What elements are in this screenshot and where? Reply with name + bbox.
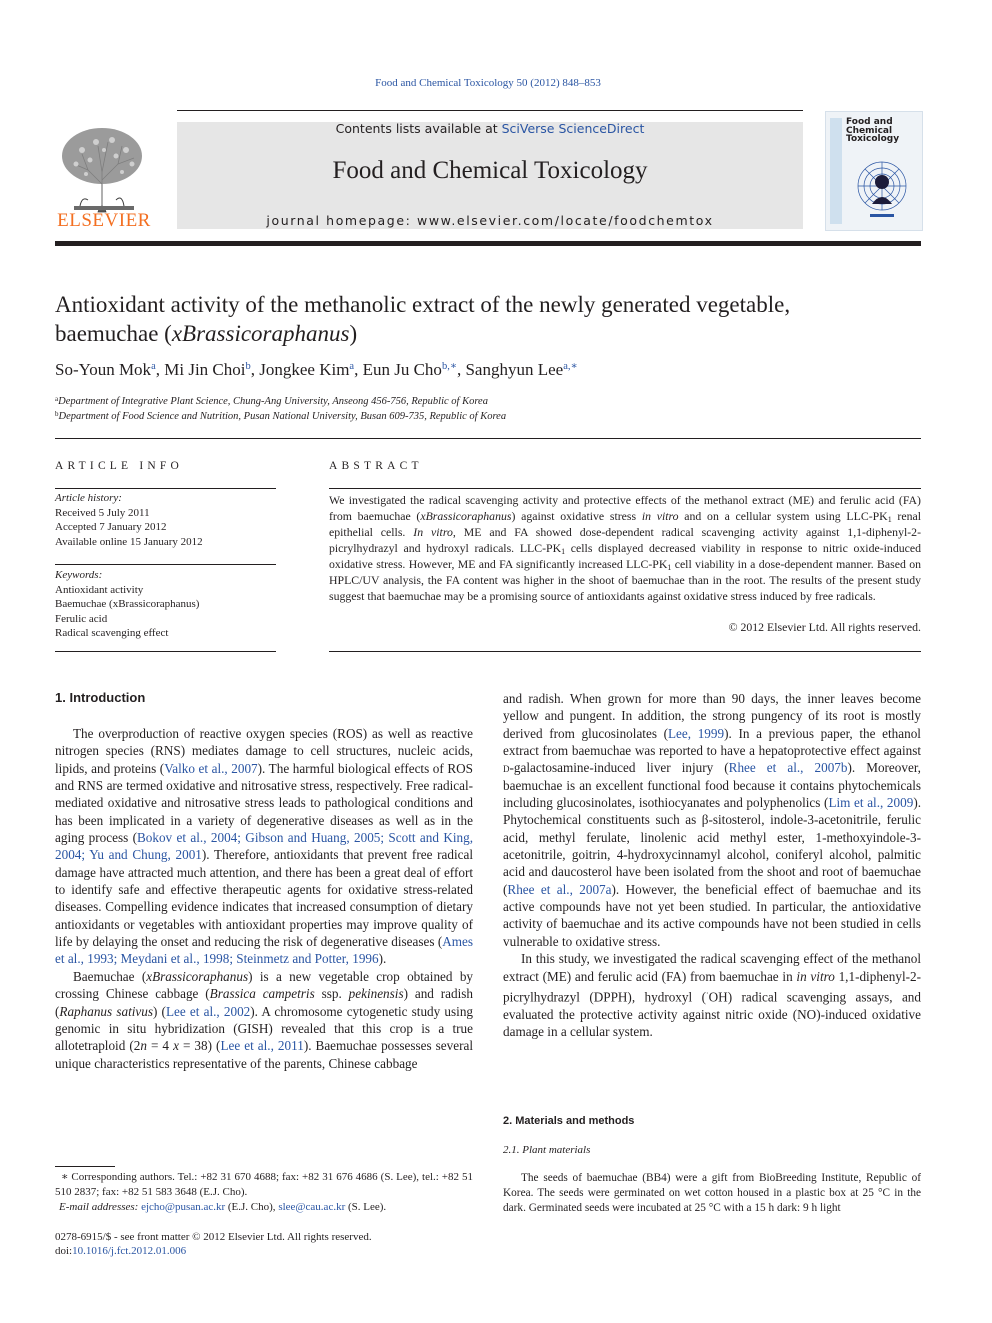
- article-info-rule: [55, 651, 276, 652]
- article-title: Antioxidant activity of the methanolic extract of the newly generated vegetable, baemuchae (xBrassicoraphanus): [55, 292, 791, 346]
- introduction-heading: 1. Introduction: [55, 690, 146, 705]
- citation-link[interactable]: Bokov et al., 2004; Gibson and Huang, 2005; Scott and King, 2004; Yu and Chung, 2001: [55, 830, 473, 863]
- header-thick-rule: [55, 241, 921, 246]
- citation-link[interactable]: Lim et al., 2009: [828, 795, 914, 811]
- citation-link[interactable]: Lee et al., 2002: [165, 1003, 251, 1019]
- keyword: Radical scavenging effect: [55, 627, 169, 639]
- body-paragraph: and radish. When grown for more than 90 days, the inner leaves become yellow and pungent. In addition, the strong pungency of its root is mostly derived from glucosinolates (Lee, 1999). In a previous paper, the ethanol extract from baemuchae was reported to have a hepatoprotective effect against d-galactosamine-induced liver injury (Rhee et al., 2007b). Moreover, baemuchae is an excellent functional food because it contains phytochemicals including glucosinolates, isothiocyanates and polyphenolics (Lim et al., 2009). Phytochemical constituents such as β-sitosterol, indole-3-acetonitrile, ferulic acid, methyl ferulate, linolenic acid methyl ester, 1-methoxyindole-3-acetonitrile, goitrin, 4-hydroxycinnamyl alcohol, coniferyl alcohol, palmitic acid and daucosterol have been isolated from the shoot and root of baemuchae (Rhee et al., 2007a). However, the beneficial effect of baemuchae and its active compounds have not yet been studied. In particular, the antioxidative activity of baemuchae and its active compounds have not been studied in cells vulnerable to oxidative stress.: [503, 691, 922, 949]
- author-name[interactable]: Jongkee Kim: [259, 360, 350, 379]
- email-link[interactable]: slee@cau.ac.kr: [278, 1201, 346, 1213]
- footnote-rule: [55, 1166, 115, 1167]
- issn-line: 0278-6915/$ - see front matter © 2012 Elsevier Ltd. All rights reserved.: [55, 1231, 372, 1243]
- author-affiliation-marker[interactable]: a: [151, 361, 156, 372]
- affiliation-a: $^a$Department of Integrative Plant Science, Chung-Ang University, Anseong 456-756, Republic of Korea: [55, 395, 488, 407]
- article-info-heading: ARTICLE INFO: [55, 460, 183, 472]
- cover-side-band: [830, 118, 842, 224]
- author-affiliation-marker[interactable]: a: [349, 361, 355, 372]
- affiliation-b: $^b$Department of Food Science and Nutrition, Pusan National University, Busan 609-735, Republic of Korea: [55, 410, 507, 422]
- body-paragraph: The seeds of baemuchae (BB4) were a gift from BioBreeding Institute, Republic of Korea. The seeds were germinated on wet cotton housed in a plastic box at 25 °C in the dark. Germinated seeds were incubated at 25 °C with a 15 h dark: 9 h light: [503, 1172, 921, 1214]
- journal-homepage-link[interactable]: journal homepage: www.elsevier.com/locate/foodchemtox: [266, 213, 714, 228]
- journal-cover-thumbnail[interactable]: [825, 111, 923, 231]
- author-affiliation-marker[interactable]: a,∗: [563, 361, 578, 372]
- author-affiliation-marker[interactable]: b: [245, 361, 251, 372]
- doi-link[interactable]: 10.1016/j.fct.2012.01.006: [72, 1245, 187, 1257]
- elsevier-wordmark: ELSEVIER: [57, 210, 151, 231]
- abstract-rule: [329, 651, 921, 652]
- plant-materials-text: [503, 1171, 921, 1216]
- contents-line: [177, 121, 803, 136]
- author-name[interactable]: So-Youn Mok: [55, 360, 152, 379]
- methods-heading: 2. Materials and methods: [503, 1115, 635, 1127]
- abstract-rule: [329, 488, 921, 489]
- article-info-rule: [55, 488, 276, 489]
- author-name[interactable]: Sanghyun Lee: [465, 360, 564, 379]
- keywords-list: Keywords: Antioxidant activity Baemuchae (xBrassicoraphanus) Ferulic acid Radical scavenging effect: [55, 569, 200, 639]
- abstract-copyright: © 2012 Elsevier Ltd. All rights reserved.: [728, 620, 921, 634]
- cover-title: Food and Chemical Toxicology: [846, 117, 900, 144]
- citation-link[interactable]: Lee et al., 2011: [220, 1038, 304, 1054]
- plant-materials-heading: 2.1. Plant materials: [503, 1144, 591, 1156]
- journal-reference-link[interactable]: Food and Chemical Toxicology 50 (2012) 848–853: [375, 77, 601, 89]
- author-name[interactable]: Eun Ju Cho: [362, 360, 442, 379]
- body-paragraph: In this study, we investigated the radical scavenging effect of the methanol extract (ME) and ferulic acid (FA) from baemuchae in in vitro 1,1-diphenyl-2-picrylhydrazyl (DPPH), hydroxyl (·OH) radical scavenging assays, and evaluated the protective activity against nitric oxide (NO)-induced oxidative damage in a cellular system.: [503, 951, 921, 1039]
- cover-figure-icon: [846, 152, 918, 224]
- body-paragraph: The overproduction of reactive oxygen species (ROS) as well as reactive nitrogen species (RNS) mediates damage to cell structures, nucleic acids, lipids, and proteins (Valko et al., 2007). The harmful biological effects of ROS and RNS are termed oxidative and nitrosative stress, respectively. Free radical-mediated oxidative and nitrosative stress leads to pathological conditions and has been implicated in a variety of degenerative diseases as well as in the aging process (Bokov et al., 2004; Gibson and Huang, 2005; Scott and King, 2004; Yu and Chung, 2001). Therefore, antioxidants that prevent free radical damage have attracted much attention, and there has been a great deal of effort to identify safe and effective therapeutic agents for oxidative stress-related diseases. Compelling evidence indicates that increased consumption of dietary antioxidants or vegetables with antioxidant properties may improve quality of life by delaying the onset and reducing the risk of degenerative diseases (Ames et al., 1993; Meydani et al., 1998; Steinmetz and Potter, 1996).: [55, 726, 473, 967]
- article-history: Article history: Received 5 July 2011 Accepted 7 January 2012 Available online 15 January 2012: [55, 492, 203, 548]
- sciencedirect-link[interactable]: SciVerse ScienceDirect: [501, 121, 645, 136]
- journal-name: Food and Chemical Toxicology: [332, 157, 648, 184]
- elsevier-logo[interactable]: [52, 120, 156, 232]
- keyword: Ferulic acid: [55, 612, 108, 625]
- citation-link[interactable]: Rhee et al., 2007a: [507, 881, 612, 897]
- doi-line: doi:10.1016/j.fct.2012.01.006: [55, 1245, 187, 1257]
- keyword: Antioxidant activity: [55, 583, 144, 596]
- issn-doi-block: [55, 1230, 372, 1258]
- contents-prefix: Contents lists available at: [335, 121, 502, 136]
- abstract-heading: ABSTRACT: [329, 460, 423, 472]
- body-paragraph: Baemuchae (xBrassicoraphanus) is a new vegetable crop obtained by crossing Chinese cabbage (Brassica campetris ssp. pekinensis) and radish (Raphanus sativus) (Lee et al., 2002). A chromosome cytogenetic study using genomic in situ hybridization (GISH) revealed that this crop is a true allotetraploid (2n = 4 x = 38) (Lee et al., 2011). Baemuchae possesses several unique characteristics representative of the parents, Chinese cabbage: [55, 968, 474, 1071]
- title-block-rule: [55, 438, 921, 439]
- keyword: Baemuchae (xBrassicoraphanus): [55, 598, 200, 610]
- citation-link[interactable]: Rhee et al., 2007b: [728, 760, 848, 776]
- citation-link[interactable]: Ames et al., 1993; Meydani et al., 1998; Steinmetz and Potter, 1996: [55, 934, 473, 967]
- citation-link[interactable]: Lee, 1999: [668, 725, 725, 741]
- author-list: So-Youn Mok$^a$, Mi Jin Choi$^b$, Jongkee Kim$^a$, Eun Ju Cho$^{b,∗}$, Sanghyun Lee$^{a,∗}$: [55, 360, 578, 379]
- header-top-rule: [177, 110, 803, 111]
- author-affiliation-marker[interactable]: b,∗: [441, 361, 457, 372]
- body-column-left: [55, 725, 473, 1072]
- body-column-right: [503, 690, 921, 1040]
- email-link[interactable]: ejcho@pusan.ac.kr: [141, 1201, 226, 1213]
- citation-link[interactable]: Valko et al., 2007: [164, 760, 258, 776]
- author-name[interactable]: Mi Jin Choi: [164, 360, 246, 379]
- abstract-text: We investigated the radical scavenging activity and protective effects of the methanol extract (ME) and ferulic acid (FA) from baemuchae (xBrassicoraphanus) against oxidative stress in vitro and on a cellular system using LLC-$PK_1$ renal epithelial cells. In vitro, ME and FA showed dose-dependent radical scavenging activity against 1,1-diphenyl-2-picrylhydrazyl and hydroxyl radicals. LLC-$PK_1$ cells displayed decreased viability in response to nitric oxide-induced oxidative stress. However, ME and FA significantly increased LLC-$PK_1$ cell viability in a dose-dependent manner. Based on HPLC/UV analysis, the FA content was higher in the shoot of baemuchae than in the root. The results of the present study suggest that baemuchae may be a promising source of antioxidants against oxidative stress induced by free radicals.: [329, 493, 922, 603]
- article-info-rule: [55, 564, 276, 565]
- corresponding-author-footnote: ∗ Corresponding authors. Tel.: +82 31 670 4688; fax: +82 31 676 4686 (S. Lee), tel.: +82 51 510 2837; fax: +82 51 583 3648 (E.J. Cho). E-mail addresses: ejcho@pusan.ac.kr (E.J. Cho), slee@cau.ac.kr (S. Lee).: [55, 1171, 473, 1213]
